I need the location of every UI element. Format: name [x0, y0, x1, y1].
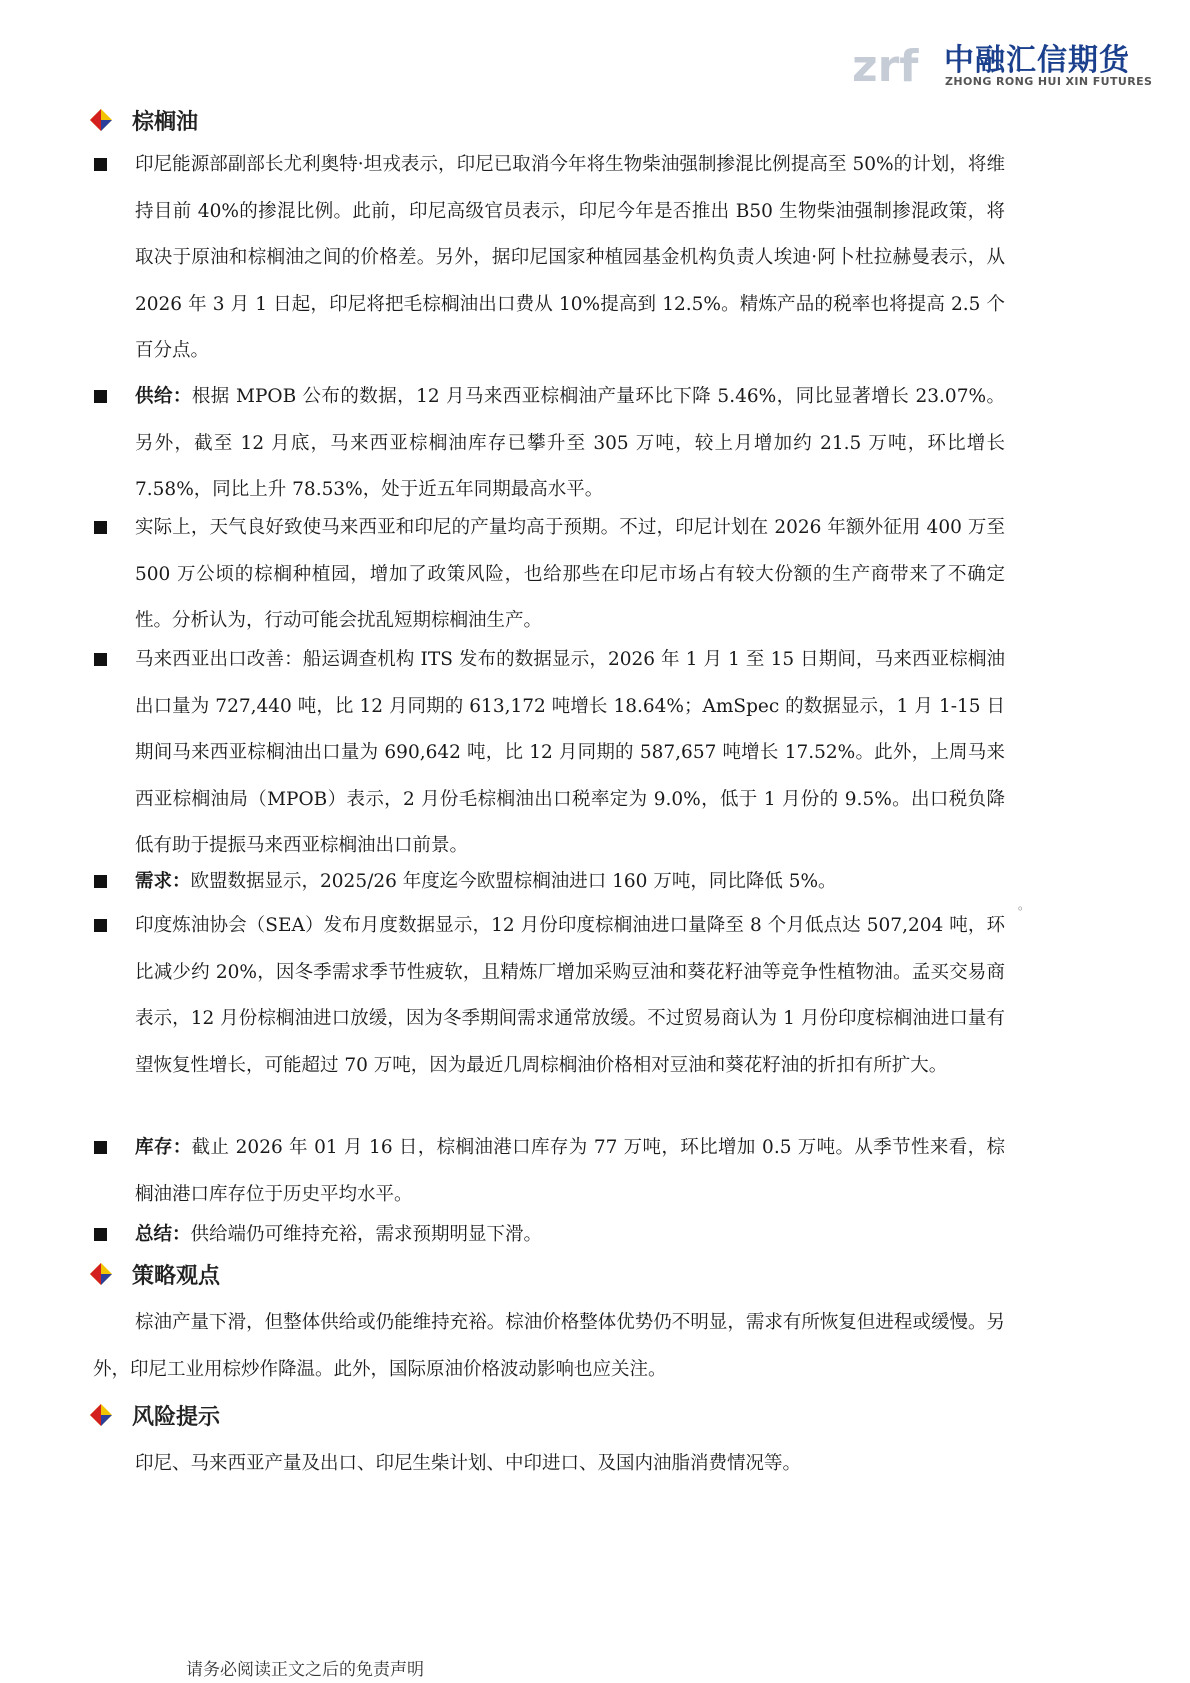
- diamond-bullet-icon: [90, 109, 112, 131]
- section-title-palm-oil: [90, 103, 198, 137]
- square-bullet-icon: [94, 521, 107, 534]
- paragraph-strategy: 棕油产量下滑，但整体供给或仍能维持充裕。棕油价格整体优势仍不明显，需求有所恢复但进程或缓慢。另外，印尼工业用棕炒作降温。此外，国际原油价格波动影响也应关注。: [93, 1312, 1005, 1380]
- paragraph-indonesia-policy: 印尼能源部副部长尤利奥特·坦戎表示，印尼已取消今年将生物柴油强制掺混比例提高至 50%的计划，将维持目前 40%的掺混比例。此前，印尼高级官员表示，印尼今年是否推出 B50 生物柴油强制掺混政策，将取决于原油和棕榈油之间的价格差。另外，据印尼国家种植园基金机构负责人埃迪·阿卜杜拉赫曼表示，从 2026 年 3 月 1 日起，印尼将把毛棕榈油出口费从 10%提高到 12.5%。精炼产品的税率也将提高 2.5 个百分点。: [135, 154, 1005, 361]
- section-title-risk: [90, 1398, 220, 1432]
- logo-chinese-name: 中融汇信期货: [944, 43, 1130, 78]
- paragraph-label: 供给：: [135, 386, 192, 407]
- square-bullet-icon: [94, 919, 107, 932]
- paragraph-demand: 需求：欧盟数据显示，2025/26 年度迄今欧盟棕榈油进口 160 万吨，同比降低 5%。: [135, 871, 837, 892]
- square-bullet-icon: [94, 653, 107, 666]
- footer-disclaimer: 请务必阅读正文之后的免责声明: [186, 1660, 424, 1680]
- company-logo: [852, 27, 1153, 91]
- paragraph-risk: 印尼、马来西亚产量及出口、印尼生柴计划、中印进口、及国内油脂消费情况等。: [135, 1453, 802, 1474]
- square-bullet-icon: [94, 1228, 107, 1241]
- square-bullet-icon: [94, 875, 107, 888]
- paragraph-weather-output: 实际上，天气良好致使马来西亚和印尼的产量均高于预期。不过，印尼计划在 2026 年额外征用 400 万至 500 万公顷的棕榈种植园，增加了政策风险，也给那些在印尼市场占有较大份额的生产商带来了不确定性。分析认为，行动可能会扰乱短期棕榈油生产。: [135, 517, 1005, 631]
- diamond-bullet-icon: [90, 1263, 112, 1285]
- zrf-logo-icon: [852, 27, 936, 91]
- paragraph-label: 需求：: [135, 871, 191, 892]
- paragraph-supply: 供给：根据 MPOB 公布的数据，12 月马来西亚棕榈油产量环比下降 5.46%，同比显著增长 23.07%。另外，截至 12 月底，马来西亚棕榈油库存已攀升至 305 万吨，较上月增加约 21.5 万吨，环比增长 7.58%，同比上升 78.53%，处于近五年同期最高水平。: [135, 386, 1005, 500]
- paragraph-label: 总结：: [135, 1224, 191, 1245]
- paragraph-label: 库存：: [135, 1137, 192, 1158]
- section-label: 风险提示: [132, 1404, 221, 1430]
- square-bullet-icon: [94, 1141, 107, 1154]
- section-title-strategy: [90, 1257, 220, 1291]
- logo-english-name: ZHONG RONG HUI XIN FUTURES: [945, 75, 1153, 88]
- paragraph-india-imports: 印度炼油协会（SEA）发布月度数据显示，12 月份印度棕榈油进口量降至 8 个月低点达 507,204 吨，环比减少约 20%，因冬季需求季节性疲软，且精炼厂增加采购豆油和葵花籽油等竞争性植物油。孟买交易商表示，12 月份棕榈油进口放缓，因为冬季期间需求通常放缓。不过贸易商认为 1 月份印度棕榈油进口量有望恢复性增长，可能超过 70 万吨，因为最近几周棕榈油价格相对豆油和葵花籽油的折扣有所扩大。: [135, 915, 1005, 1076]
- paragraph-inventory: 库存：截止 2026 年 01 月 16 日，棕榈油港口库存为 77 万吨，环比增加 0.5 万吨。从季节性来看，棕榈油港口库存位于历史平均水平。: [135, 1137, 1005, 1205]
- svg-text:zrf: zrf: [852, 41, 919, 91]
- paragraph-summary: 总结：供给端仍可维持充裕，需求预期明显下滑。: [135, 1224, 543, 1245]
- square-bullet-icon: [94, 158, 107, 171]
- diamond-bullet-icon: [90, 1404, 112, 1426]
- section-label: 棕榈油: [132, 109, 199, 135]
- section-label: 策略观点: [132, 1263, 221, 1289]
- stray-mark: 。: [1018, 898, 1031, 912]
- square-bullet-icon: [94, 390, 107, 403]
- paragraph-malaysia-exports: 马来西亚出口改善：船运调查机构 ITS 发布的数据显示，2026 年 1 月 1 至 15 日期间，马来西亚棕榈油出口量为 727,440 吨，比 12 月同期的 613,172 吨增长 18.64%；AmSpec 的数据显示，1 月 1-15 日期间马来西亚棕榈油出口量为 690,642 吨，比 12 月同期的 587,657 吨增长 17.52%。此外，上周马来西亚棕榈油局（MPOB）表示，2 月份毛棕榈油出口税率定为 9.0%，低于 1 月份的 9.5%。出口税负降低有助于提振马来西亚棕榈油出口前景。: [135, 649, 1005, 856]
